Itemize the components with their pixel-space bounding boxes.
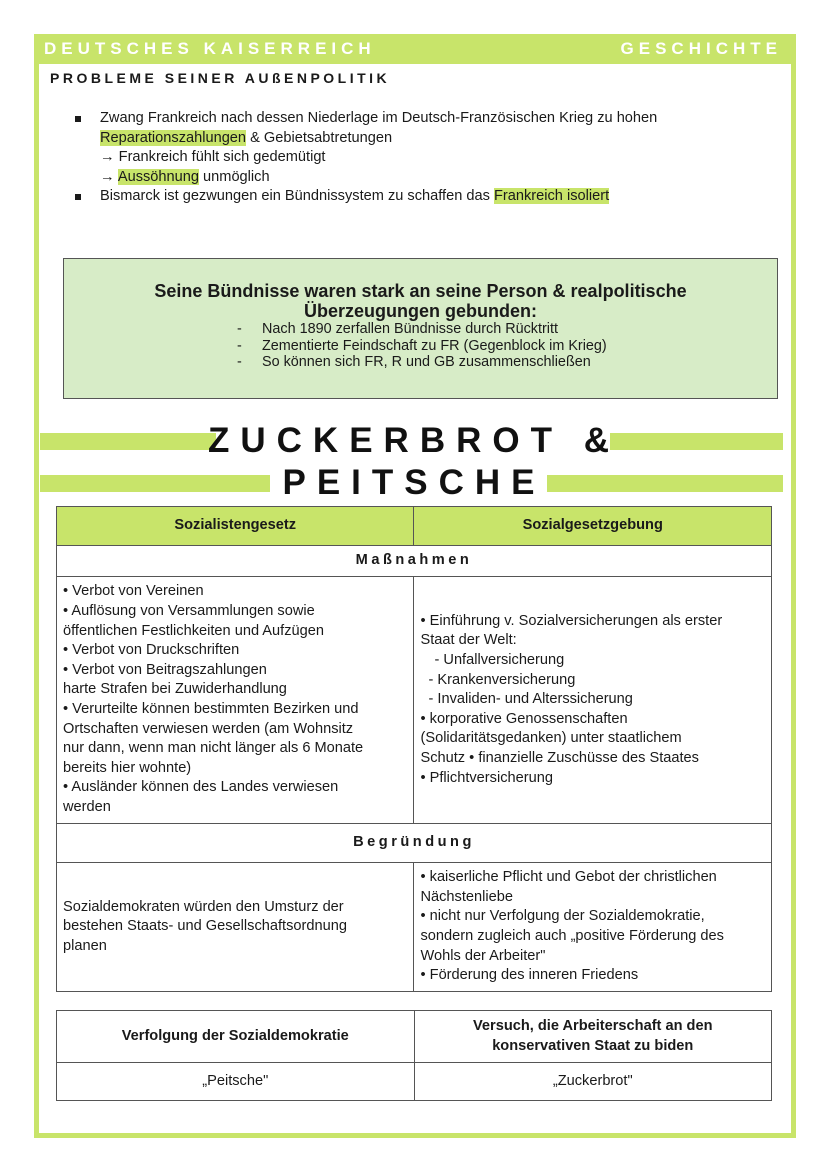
highlight: Reparationszahlungen — [100, 129, 247, 146]
cell-line: • Verurteilte können bestimmten Bezirken und — [63, 701, 359, 717]
summary-item: - So können sich FR, R und GB zusammenschließen — [237, 354, 607, 371]
table-cell — [57, 577, 414, 824]
summary-title — [64, 281, 777, 321]
section-subtitle: PROBLEME SEINER AUßENPOLITIK — [50, 70, 391, 86]
heading-line-1: ZUCKERBROT & — [208, 421, 620, 460]
summary-title-line: Seine Bündnisse waren stark an seine Person & realpolitische — [154, 281, 687, 301]
header-line: Versuch, die Arbeiterschaft an den — [472, 1017, 713, 1034]
cell-line: • Förderung des inneren Friedens — [420, 967, 639, 984]
cell-line: Staat der Welt: — [420, 632, 517, 649]
text: & Gebietsabtretungen — [246, 129, 393, 146]
cell-line: • kaiserliche Pflicht und Gebot der christlichen — [420, 869, 717, 886]
cell-line: • nicht nur Verfolgung der Sozialdemokratie, — [420, 908, 705, 925]
table-header-row — [57, 507, 772, 546]
cell-line: • Ausländer können des Landes verwiesen — [63, 779, 339, 796]
table-row — [57, 863, 772, 992]
table-cell — [414, 577, 772, 824]
cell-line: • Verbot von Druckschriften — [63, 642, 240, 659]
column-header: Verfolgung der Sozialdemokratie — [57, 1011, 415, 1063]
cell-line: - Krankenversicherung — [428, 671, 576, 688]
cell-line: • Einführung v. Sozialversicherungen als erster — [420, 612, 723, 629]
cell-line: - Invaliden- und Alterssicherung — [428, 691, 633, 708]
cell-line: harte Strafen bei Zuwiderhandlung — [63, 681, 287, 698]
column-header: Sozialistengesetz — [57, 507, 414, 546]
cell-line: • Verbot von Beitragszahlungen — [63, 661, 267, 678]
column-header — [414, 1011, 771, 1063]
bullet-text — [100, 129, 775, 149]
header-title: DEUTSCHES KAISERREICH — [44, 39, 376, 58]
table-row — [57, 577, 772, 824]
cell-line: bereits hier wohnte) — [63, 759, 192, 776]
table-row — [57, 1063, 772, 1101]
cell-line: planen — [63, 937, 107, 954]
table-cell: „Zuckerbrot" — [414, 1063, 771, 1101]
cell-line: • Pflichtversicherung — [420, 769, 553, 786]
comparison-table — [56, 506, 772, 992]
text: Bismarck ist gezwungen ein Bündnissystem zu schaffen das — [100, 188, 494, 205]
summary-table — [56, 1010, 772, 1101]
cell-line: Nächstenliebe — [420, 888, 513, 905]
section-row — [57, 824, 772, 863]
arrow-line: → Frankreich fühlt sich gedemütigt — [100, 149, 326, 166]
highlight: Frankreich isoliert — [493, 188, 610, 205]
column-header: Sozialgesetzgebung — [414, 507, 772, 546]
cell-line: Sozialdemokraten würden den Umsturz der — [63, 898, 344, 915]
bullet-text — [100, 187, 775, 207]
square-bullet-icon — [75, 116, 81, 122]
cell-line: (Solidaritätsgedanken) unter staatlichem — [420, 730, 682, 747]
table-cell — [57, 863, 414, 992]
cell-line: Ortschaften verwiesen werden (am Wohnsitz — [63, 720, 354, 737]
cell-line: • Auflösung von Versammlungen sowie — [63, 603, 315, 620]
summary-item: - Nach 1890 zerfallen Bündnisse durch Rücktritt — [237, 321, 607, 338]
summary-title-line: Überzeugungen gebunden: — [304, 301, 537, 321]
cell-line: Schutz • finanzielle Zuschüsse des Staates — [420, 749, 699, 766]
cell-line: - Unfallversicherung — [434, 652, 565, 669]
heading-line-2: PEITSCHE — [282, 463, 546, 502]
text: unmöglich — [199, 168, 270, 185]
highlight: Aussöhnung — [117, 168, 199, 185]
summary-list — [237, 321, 607, 371]
bullet-text: Zwang Frankreich nach dessen Niederlage im Deutsch-Französischen Krieg zu hohen — [100, 110, 658, 126]
summary-item: - Zementierte Feindschaft zu FR (Gegenblock im Krieg) — [237, 338, 607, 355]
section-row — [57, 546, 772, 577]
table-header-row — [57, 1011, 772, 1063]
bullet-list — [75, 109, 775, 207]
table-cell — [414, 863, 772, 992]
section-label: Maßnahmen — [57, 546, 772, 577]
bullet-item — [75, 109, 775, 187]
summary-box — [63, 258, 778, 399]
cell-line: Wohls der Arbeiter" — [420, 947, 546, 964]
header-line: konservativen Staat zu biden — [492, 1037, 694, 1054]
header-subject: GESCHICHTE — [620, 39, 782, 58]
table-cell: „Peitsche" — [57, 1063, 415, 1101]
header-bar — [34, 34, 796, 64]
arrow-line — [100, 168, 775, 188]
cell-line: öffentlichen Festlichkeiten und Aufzügen — [63, 622, 324, 639]
cell-line: • korporative Genossenschaften — [420, 710, 628, 727]
bullet-item — [75, 187, 775, 207]
cell-line: sondern zugleich auch „positive Förderung des — [420, 928, 724, 944]
arrow-icon: → — [100, 168, 118, 185]
cell-line: bestehen Staats- und Gesellschaftsordnung — [63, 918, 347, 935]
cell-line: • Verbot von Vereinen — [63, 583, 204, 600]
cell-line: nur dann, wenn man nicht länger als 6 Monate — [63, 740, 364, 757]
square-bullet-icon — [75, 194, 81, 200]
section-label: Begründung — [57, 824, 772, 863]
cell-line: werden — [63, 798, 111, 815]
